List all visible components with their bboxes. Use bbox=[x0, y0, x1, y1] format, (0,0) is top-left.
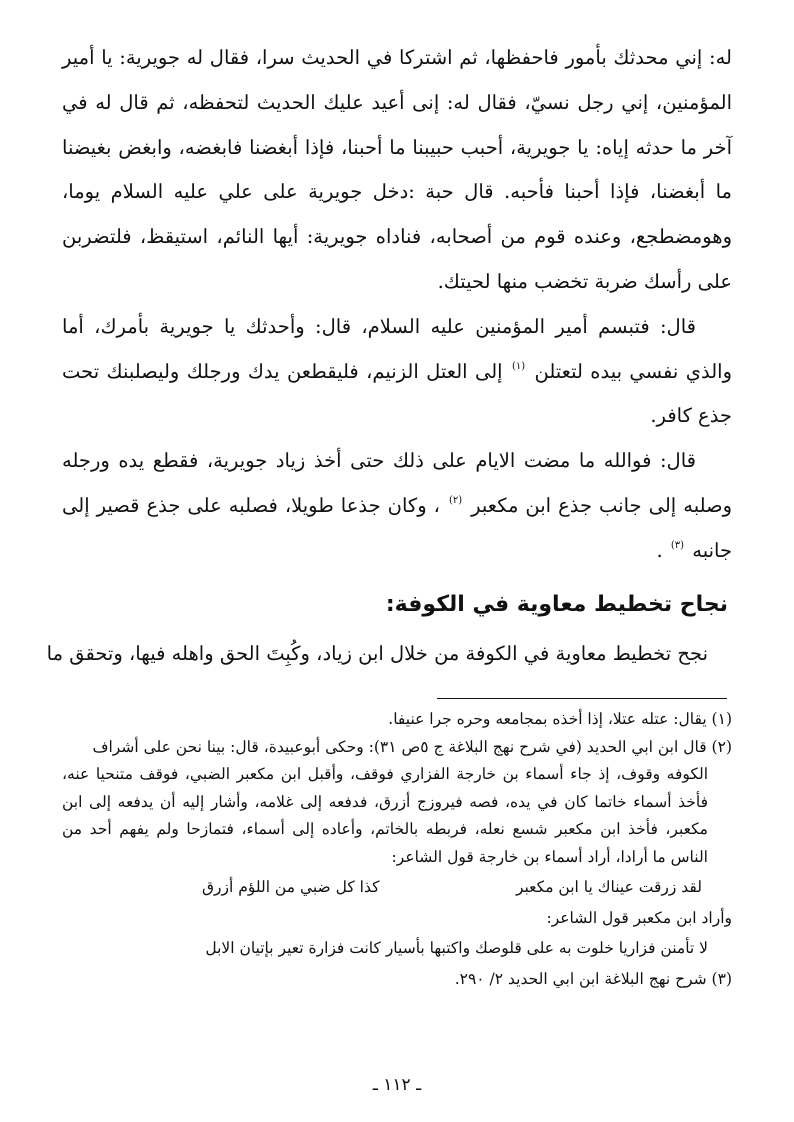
section-opening-line: نجح تخطيط معاوية في الكوفة من خلال ابن زياد، وكُبِتَ الحق واهله فيها، وتحقق ما bbox=[46, 642, 708, 665]
footnote-2-lead: (٢) قال ابن ابي الحديد (في شرح نهج البلاغة ج ٥ص ٣١): وحكى أبوعبيدة، قال: بينا نحن على أشراف bbox=[92, 737, 732, 756]
footnote-ref-3[interactable]: (٣) bbox=[670, 539, 685, 551]
page-number: ـ ١١٢ ـ bbox=[372, 1075, 422, 1095]
paragraph-3 bbox=[62, 439, 732, 573]
footnote-2-second-intro: وأراد ابن مكعبر قول الشاعر: bbox=[546, 908, 732, 927]
verse-1-first-hemistich: لقد زرقت عيناك يا ابن مكعبر bbox=[515, 878, 702, 896]
footnote-2-body: الكوفه وقوف، إذ جاء أسماء بن خارجة الفزاري فوقف، وأقبل ابن مكعبر الضبي، فوقف متنحيا عنه، فأخذ أسماء خاتما كان في يده، فصه فيروزج أزرق، فدفعه إلى غلامه، وأشار إليه أن يدفعه إلى ابن مكعبر، فأخذ ابن مكعبر شسع نعله، فربطه بالخاتم، وأعاده إلى أسماء، فتمازحا ولم يفهم أحد من الناس ما أرادا، أراد أسماء بن خارجة قول الشاعر: bbox=[62, 765, 708, 866]
verse-1-second-hemistich: كذا كل ضبي من اللؤم أزرق bbox=[202, 878, 380, 896]
section-heading: نجاح تخطيط معاوية في الكوفة: bbox=[385, 592, 728, 617]
paragraph-1: له: إني محدثك بأمور فاحفظها، ثم اشتركا في الحديث سرا، فقال له جويرية: يا أمير المؤمنين، إني رجل نسيّ، فقال له: إنى أعيد عليك الحديث لتحفظه، ثم قال له في آخر ما حدثه إياه: يا جويرية، أحبب حبيبنا ما أحبنا، فإذا أبغضنا فابغضه، وابغض بغيضنا ما أبغضنا، فإذا أحبنا فأحبه. قال حبة :دخل جويرية على علي عليه السلام يوما، وهومضطجع، وعنده قوم من أصحابه، فناداه جويرية: أيها النائم، استيقظ، فلتضربن على رأسك ضربة تخضب منها لحيتك. bbox=[62, 46, 732, 293]
paragraph-2-text-b: إلى العتل الزنيم، فليقطعن يدك ورجلك وليصلبنك تحت جذع كافر. bbox=[62, 359, 732, 428]
footnote-ref-2[interactable]: (٢) bbox=[448, 494, 463, 506]
footnote-divider bbox=[437, 698, 727, 699]
paragraph-2 bbox=[62, 305, 732, 439]
verse-1 bbox=[62, 874, 732, 902]
paragraph-3-text-b: ، وكان جذعا طويلا، فصلبه على جذع قصير إلى جانبه bbox=[62, 493, 732, 562]
paragraph-3-text-end: . bbox=[656, 538, 663, 562]
footnote-3: (٣) شرح نهج البلاغة ابن ابي الحديد ٢/ ٢٩٠. bbox=[454, 969, 732, 988]
footnote-1: (١) يقال: عتله عتلا، إذا أخذه بمجامعه وحره جرا عنيفا. bbox=[388, 710, 732, 728]
footnote-ref-1[interactable]: (١) bbox=[511, 360, 526, 372]
main-text bbox=[62, 36, 732, 574]
paragraph-2-text-a: قال: فتبسم أمير المؤمنين عليه السلام، قال: وأحدثك يا جويرية بأمرك، أما والذي نفسي بيده لتعتلن bbox=[62, 314, 732, 383]
footnotes bbox=[62, 706, 732, 993]
verse-2: لا تأمنن فزاريا خلوت به على قلوصك واكتبها بأسيار كانت فزارة تعير بإتيان الابل bbox=[205, 939, 708, 957]
paragraph-3-text-a: قال: فوالله ما مضت الايام على ذلك حتى أخذ زياد جويرية، فقطع يده ورجله وصلبه إلى جانب جذع ابن مكعبر bbox=[62, 449, 733, 517]
